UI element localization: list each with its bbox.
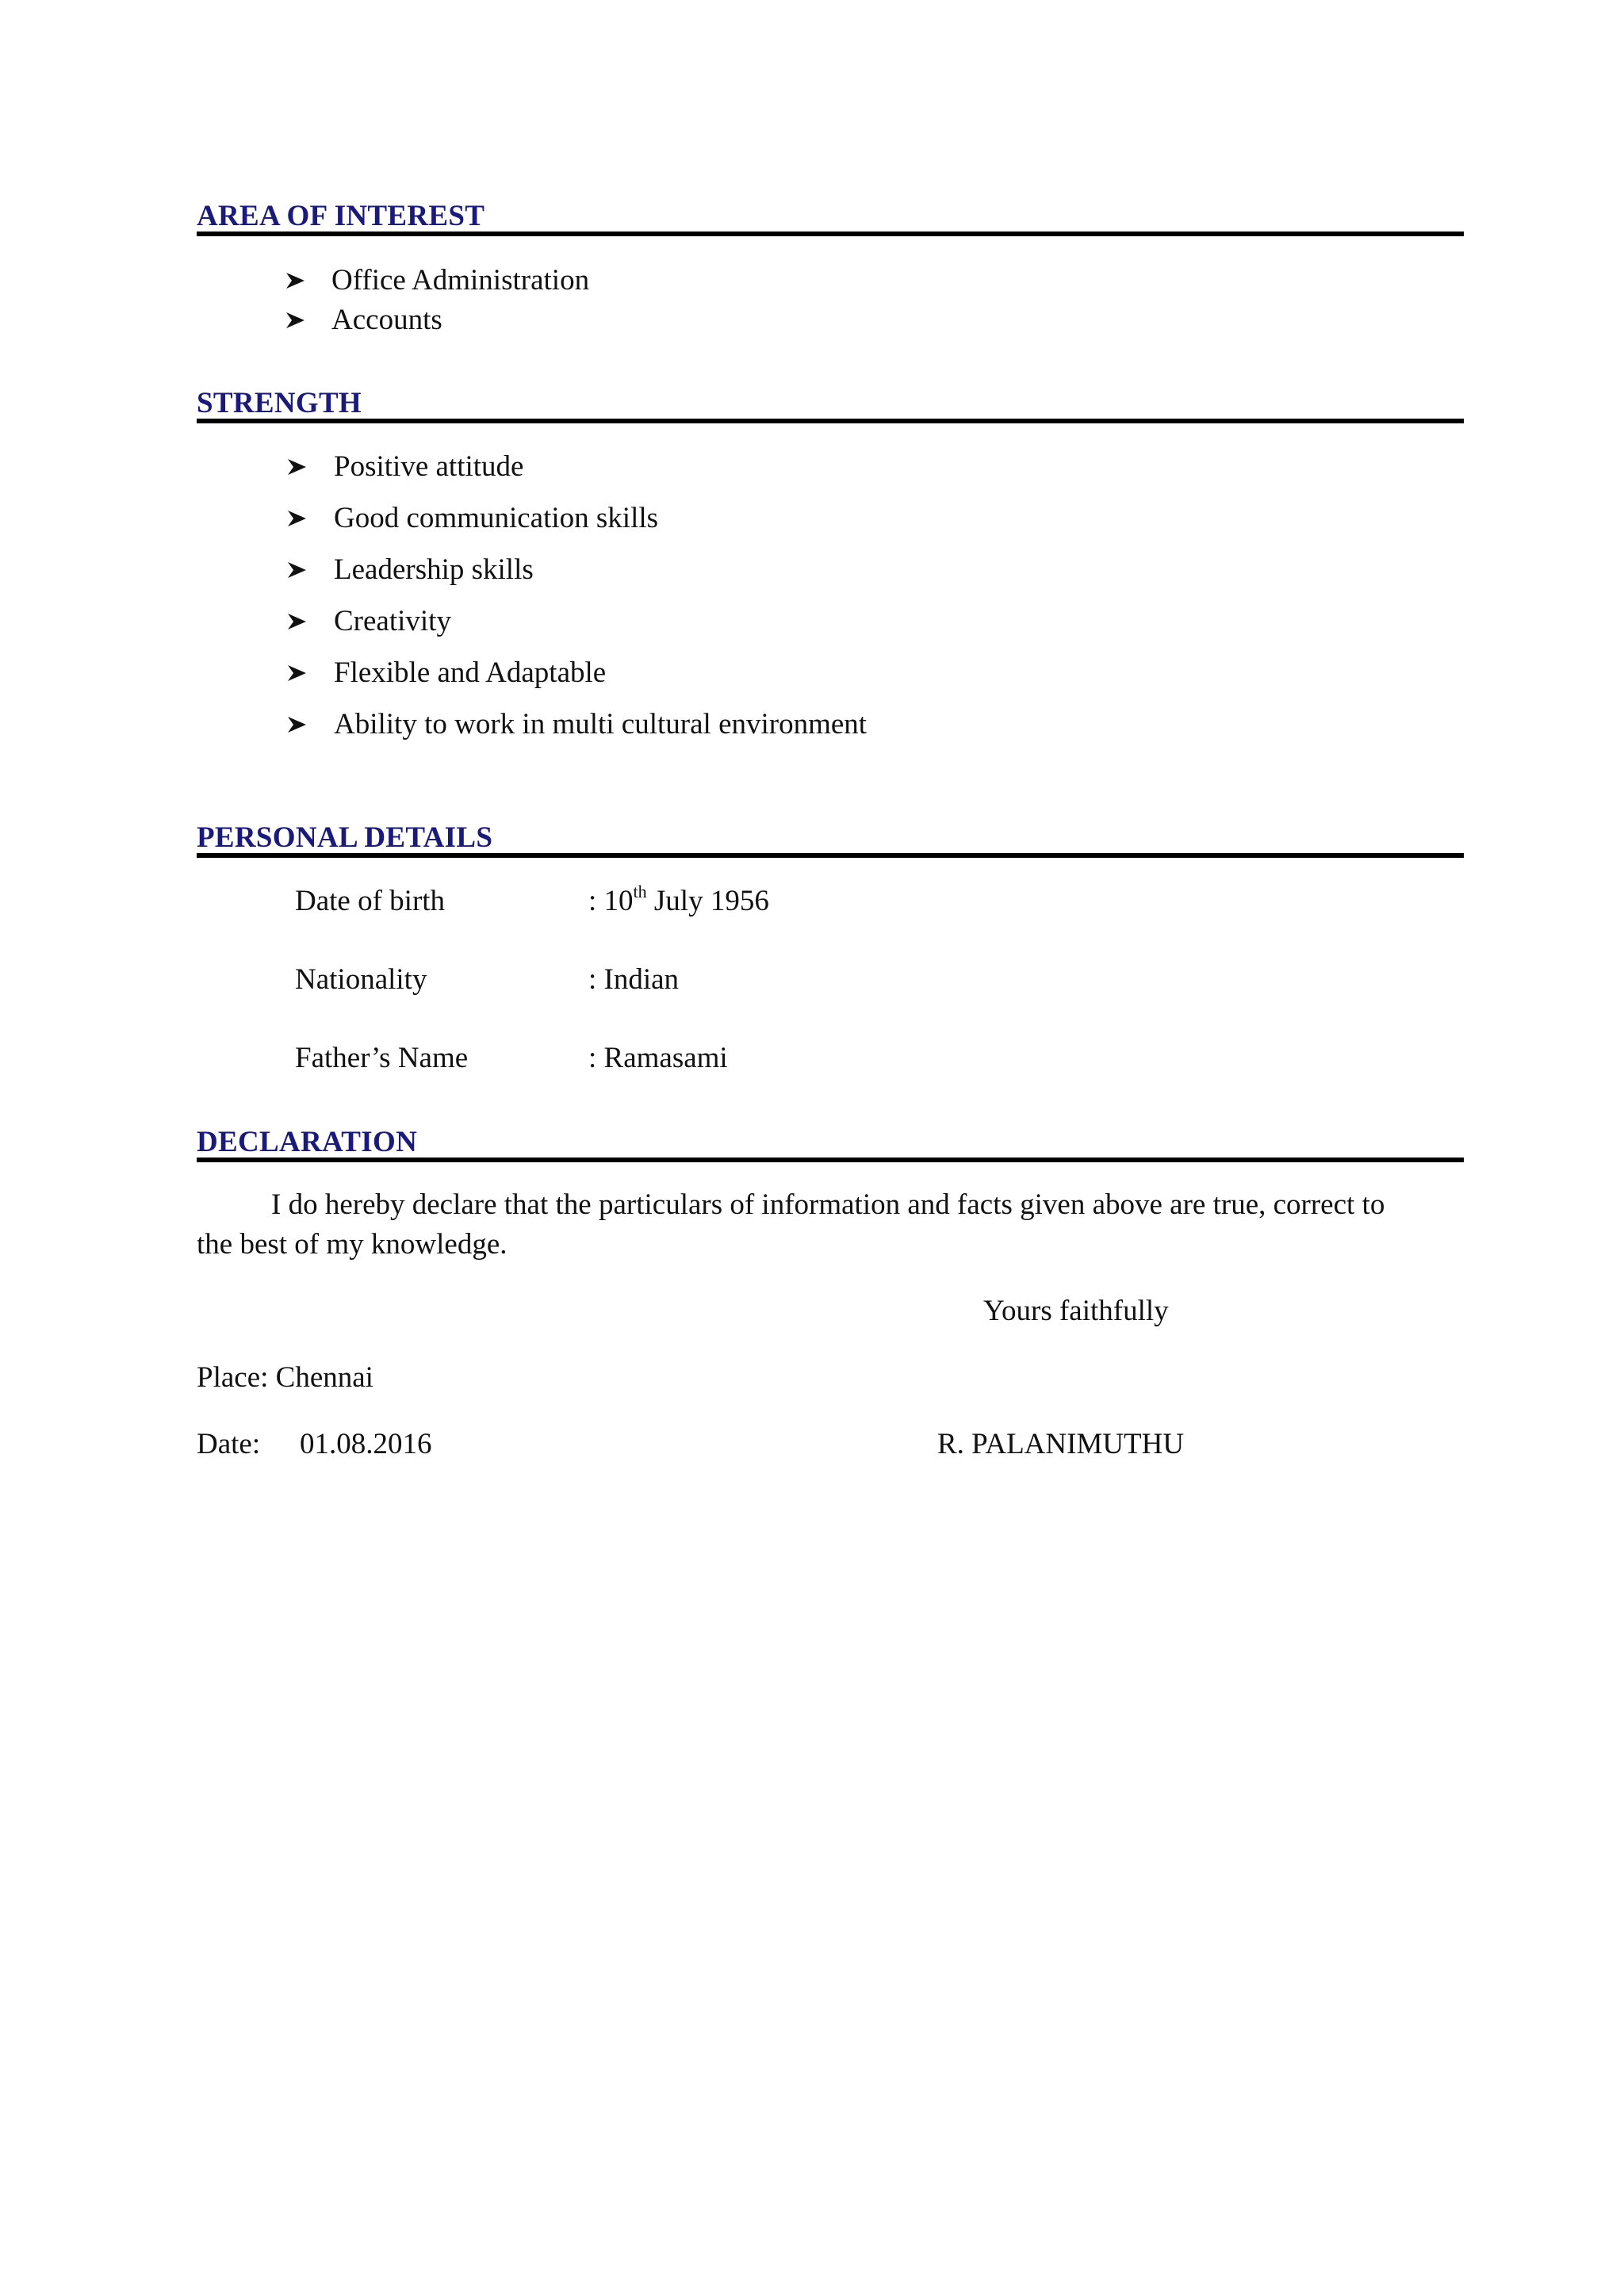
detail-label-father: Father’s Name (295, 1042, 469, 1074)
strength-item: Flexible and Adaptable (334, 656, 607, 689)
area-of-interest-title: AREA OF INTEREST (197, 200, 485, 232)
arrowhead-bullet-icon (285, 450, 309, 484)
interest-item: Office Administration (331, 264, 590, 297)
declaration-title: DECLARATION (197, 1126, 418, 1158)
area-of-interest-heading (197, 198, 1464, 236)
strength-title: STRENGTH (197, 387, 362, 419)
personal-details-heading (197, 820, 1464, 858)
place-text: Place: Chennai (197, 1361, 373, 1394)
strength-item: Leadership skills (334, 553, 534, 586)
dob-ordinal: th (633, 882, 647, 901)
dob-month-year: July 1956 (646, 885, 769, 917)
signatory-name: R. PALANIMUTHU (937, 1428, 1185, 1460)
arrowhead-bullet-icon (285, 656, 309, 691)
declaration-text-line-1: I do hereby declare that the particulars of information and facts given above are true, correct to (271, 1188, 1385, 1221)
declaration-text-line-2: the best of my knowledge. (197, 1228, 508, 1261)
detail-label-dob: Date of birth (295, 885, 446, 917)
arrowhead-bullet-icon (285, 604, 309, 639)
date-label: Date: (197, 1428, 261, 1460)
strength-item: Positive attitude (334, 450, 524, 483)
strength-item: Creativity (334, 605, 451, 637)
strength-heading (197, 385, 1464, 423)
arrowhead-bullet-icon (284, 303, 308, 338)
strength-item: Ability to work in multi cultural environment (334, 708, 868, 740)
detail-value-father: : Ramasami (588, 1042, 728, 1074)
arrowhead-bullet-icon (285, 501, 309, 536)
personal-details-title: PERSONAL DETAILS (197, 821, 493, 854)
declaration-heading (197, 1124, 1464, 1162)
arrowhead-bullet-icon (285, 707, 309, 742)
arrowhead-bullet-icon (284, 263, 308, 298)
detail-label-nationality: Nationality (295, 963, 427, 996)
detail-value-nationality: : Indian (588, 963, 680, 996)
closing-text: Yours faithfully (983, 1295, 1169, 1327)
strength-item: Good communication skills (334, 502, 659, 534)
detail-value-dob (588, 884, 769, 919)
interest-item: Accounts (331, 304, 442, 336)
dob-day: : 10 (588, 885, 634, 917)
date-value: 01.08.2016 (300, 1428, 432, 1460)
arrowhead-bullet-icon (285, 553, 309, 587)
